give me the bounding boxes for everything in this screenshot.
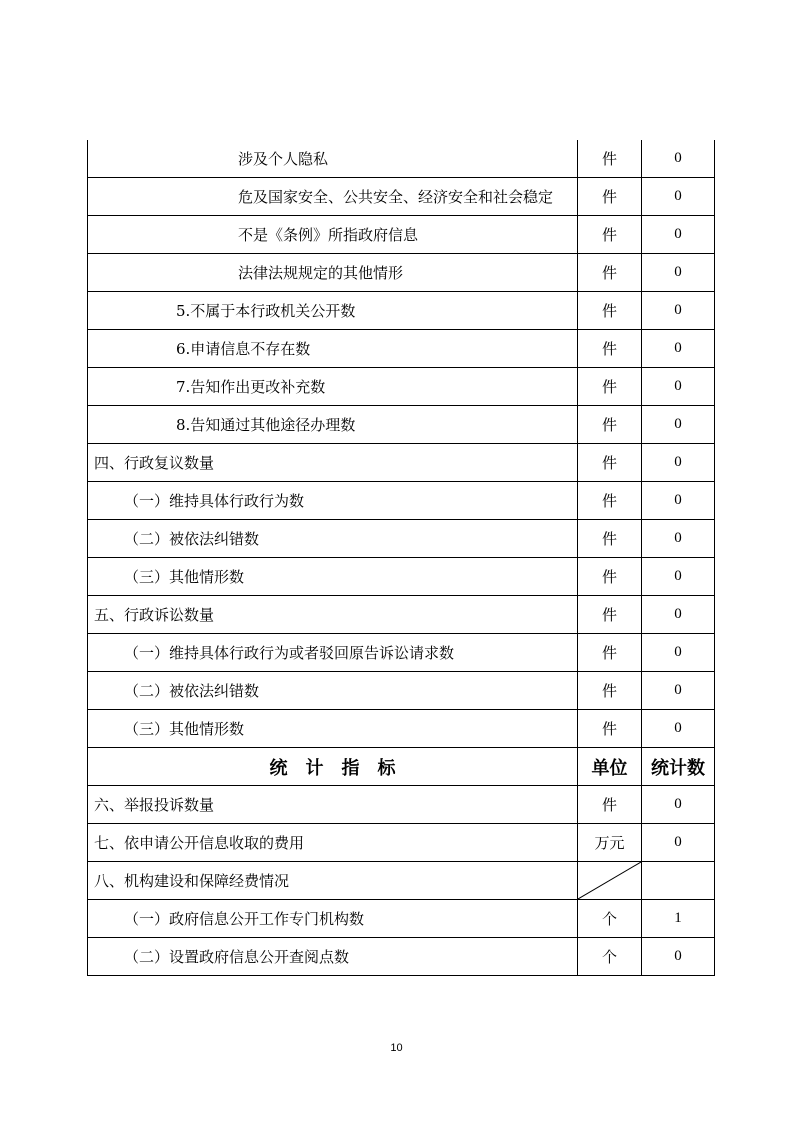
row-value: 0	[641, 254, 714, 291]
row-value: 0	[641, 824, 714, 861]
row-label: 七、依申请公开信息收取的费用	[94, 834, 305, 852]
row-value: 0	[641, 178, 714, 215]
row-value: 0	[641, 672, 714, 709]
table-row	[88, 329, 714, 367]
row-label: 四、行政复议数量	[94, 454, 215, 472]
row-unit: 件	[577, 710, 641, 747]
row-value: 0	[641, 140, 714, 177]
row-label: （二）被依法纠错数	[124, 682, 260, 700]
row-value: 0	[641, 444, 714, 481]
row-unit: 件	[577, 444, 641, 481]
row-unit: 件	[577, 786, 641, 823]
row-label: 危及国家安全、公共安全、经济安全和社会稳定	[238, 188, 554, 206]
table-row	[88, 823, 714, 861]
page-number: 10	[390, 1042, 403, 1054]
row-value: 0	[641, 634, 714, 671]
header-value: 统计数	[641, 748, 714, 785]
table-row	[88, 937, 714, 975]
row-label: 不是《条例》所指政府信息	[238, 226, 419, 244]
row-value: 0	[641, 558, 714, 595]
table-row	[88, 443, 714, 481]
row-unit: 件	[577, 558, 641, 595]
header-indicator	[88, 748, 577, 785]
table-row	[88, 671, 714, 709]
row-unit: 件	[577, 482, 641, 519]
row-label: （一）维持具体行政行为或者驳回原告诉讼请求数	[124, 644, 455, 662]
row-value: 0	[641, 216, 714, 253]
row-unit: 万元	[577, 824, 641, 861]
row-unit: 件	[577, 520, 641, 557]
row-unit: 件	[577, 140, 641, 177]
row-value: 0	[641, 330, 714, 367]
row-label: 涉及个人隐私	[238, 150, 329, 168]
row-value: 0	[641, 710, 714, 747]
row-unit: 件	[577, 330, 641, 367]
table-row	[88, 519, 714, 557]
row-label: （二）被依法纠错数	[124, 530, 260, 548]
row-label: 5.不属于本行政机关公开数	[176, 302, 356, 320]
row-unit: 个	[577, 900, 641, 937]
table-row	[88, 557, 714, 595]
row-unit: 件	[577, 178, 641, 215]
row-value: 0	[641, 520, 714, 557]
row-label: 五、行政诉讼数量	[94, 606, 215, 624]
table-row	[88, 215, 714, 253]
row-label: （二）设置政府信息公开查阅点数	[124, 948, 350, 966]
row-unit: 件	[577, 254, 641, 291]
row-label: 法律法规规定的其他情形	[238, 264, 404, 282]
table-row	[88, 140, 714, 177]
row-value: 0	[641, 406, 714, 443]
row-value: 0	[641, 596, 714, 633]
row-unit: 件	[577, 596, 641, 633]
table-row	[88, 291, 714, 329]
row-label: （三）其他情形数	[124, 568, 245, 586]
table-row	[88, 709, 714, 747]
row-label: 7.告知作出更改补充数	[176, 378, 326, 396]
table-header-row	[88, 747, 714, 785]
table-row	[88, 177, 714, 215]
diagonal-line	[578, 862, 641, 899]
row-value: 1	[641, 900, 714, 937]
row-label: 八、机构建设和保障经费情况	[94, 872, 290, 890]
header-indicator-text: 统计指标	[269, 757, 414, 779]
row-unit: 件	[577, 216, 641, 253]
table-row	[88, 367, 714, 405]
row-unit: 件	[577, 292, 641, 329]
diagonal-cell	[577, 862, 641, 899]
row-value: 0	[641, 482, 714, 519]
row-unit: 件	[577, 672, 641, 709]
row-label: （一）维持具体行政行为数	[124, 492, 305, 510]
row-value: 0	[641, 368, 714, 405]
row-value: 0	[641, 938, 714, 975]
row-label: 6.申请信息不存在数	[176, 340, 311, 358]
row-unit: 件	[577, 634, 641, 671]
table-row	[88, 633, 714, 671]
row-label: 六、举报投诉数量	[94, 796, 215, 814]
row-unit: 件	[577, 406, 641, 443]
table-row	[88, 405, 714, 443]
row-value: 0	[641, 292, 714, 329]
table-row	[88, 253, 714, 291]
row-value: 0	[641, 786, 714, 823]
row-unit: 件	[577, 368, 641, 405]
table-row	[88, 899, 714, 937]
table-row	[88, 861, 714, 899]
row-label: （三）其他情形数	[124, 720, 245, 738]
statistics-table	[87, 140, 715, 976]
table-row	[88, 785, 714, 823]
row-label: （一）政府信息公开工作专门机构数	[124, 910, 365, 928]
row-label: 8.告知通过其他途径办理数	[176, 416, 356, 434]
row-unit: 个	[577, 938, 641, 975]
table-row	[88, 481, 714, 519]
header-unit: 单位	[577, 748, 641, 785]
row-value	[641, 862, 714, 899]
table-row	[88, 595, 714, 633]
